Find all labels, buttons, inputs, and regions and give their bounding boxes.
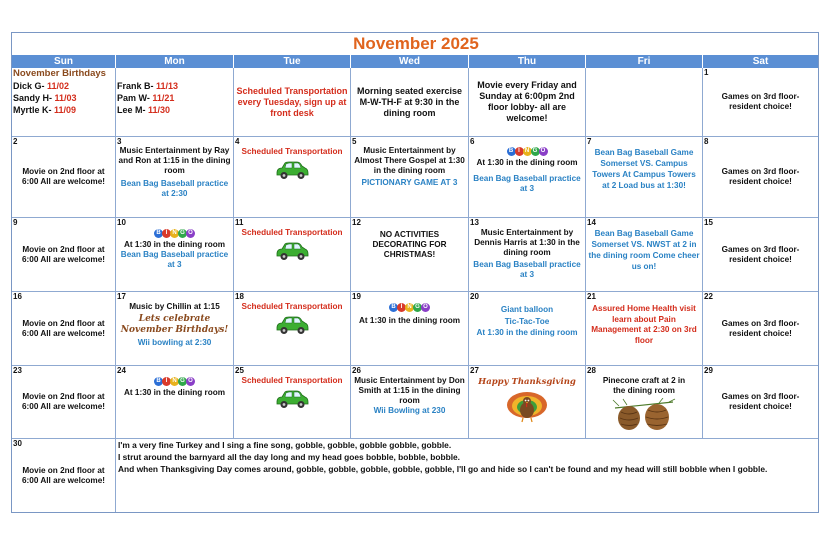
event-text: Movie on 2nd floor at 6:00 All are welcome! <box>22 318 105 338</box>
event-text: Games on 3rd floor- resident choice! <box>721 318 800 338</box>
event-text: Music Entertainment by Ray and Ron at 1:15 in the dining room <box>118 146 231 175</box>
event-text: Movie on 2nd floor at 6:00 All are welcome! <box>22 244 105 264</box>
day-number: 27 <box>470 366 479 375</box>
bingo-icon <box>118 377 231 386</box>
day-cell-20 <box>469 292 586 366</box>
event-text: NO ACTIVITIES DECORATING FOR CHRISTMAS! <box>372 230 447 259</box>
day-cell-empty-sun <box>12 68 116 137</box>
event-text: At 1:30 in the dining room <box>476 158 578 167</box>
day-cell-5 <box>351 137 469 218</box>
day-number: 15 <box>704 218 713 227</box>
event-text-secondary: Bean Bag Baseball practice at 3 <box>120 250 229 269</box>
day-cell-3 <box>116 137 234 218</box>
birthday-date: 11/30 <box>148 105 171 115</box>
poem-line: I strut around the barnyard all the day long and my head goes bobble, bobble, bobble. <box>118 452 461 462</box>
bingo-ball: N <box>170 229 179 238</box>
day-number: 14 <box>587 218 596 227</box>
bingo-ball: B <box>389 303 398 312</box>
day-cell-8 <box>703 137 818 218</box>
day-cell-21 <box>586 292 703 366</box>
day-cell-empty-thu <box>469 68 586 137</box>
bingo-ball: N <box>523 147 532 156</box>
weekday-tue: Tue <box>234 55 351 68</box>
day-number: 6 <box>470 137 475 146</box>
event-text: Assured Home Health visit learn about Pain Management at 2:30 on 3rd floor <box>591 304 697 345</box>
birthdays-list <box>117 80 178 116</box>
day-number: 5 <box>352 137 357 146</box>
day-cell-26 <box>351 366 469 439</box>
day-number: 13 <box>470 218 479 227</box>
poem-line: I'm a very fine Turkey and I sing a fine song, gobble, gobble, gobble gobble, gobble. <box>118 440 452 450</box>
weekday-sat: Sat <box>703 55 818 68</box>
day-number: 19 <box>352 292 361 301</box>
event-text: Bean Bag Baseball Game Somerset VS. Campus Towers At Campus Towers at 2 Load bus at 1:30! <box>592 148 696 190</box>
birthday-name: Frank B- <box>117 81 154 91</box>
day-cell-16 <box>12 292 116 366</box>
birthday-date: 11/02 <box>47 81 70 91</box>
day-number: 11 <box>235 218 244 227</box>
event-text: Music by Chillin at 1:15 <box>129 302 220 311</box>
day-cell-29 <box>703 366 818 439</box>
bingo-ball: G <box>178 377 187 386</box>
day-cell-6 <box>469 137 586 218</box>
event-text: Scheduled Transportation <box>241 147 343 156</box>
day-number: 24 <box>117 366 126 375</box>
bingo-icon <box>118 229 231 238</box>
bingo-icon <box>353 303 466 312</box>
birthday-name: Pam W- <box>117 93 150 103</box>
bingo-ball: N <box>405 303 414 312</box>
day-cell-empty-fri <box>586 68 703 137</box>
bingo-ball: I <box>162 229 171 238</box>
event-text-secondary: Wii Bowling at 230 <box>373 406 446 415</box>
day-cell-7 <box>586 137 703 218</box>
day-number: 4 <box>235 137 240 146</box>
bingo-ball: O <box>186 377 195 386</box>
event-text: Pinecone craft at 2 in the dining room <box>602 376 686 395</box>
birthday-celebration-text: Lets celebrate November Birthdays! <box>120 314 229 335</box>
car-icon <box>275 241 309 261</box>
day-cell-14 <box>586 218 703 292</box>
day-cell-22 <box>703 292 818 366</box>
turkey-icon <box>504 389 550 423</box>
day-number: 8 <box>704 137 709 146</box>
bingo-icon <box>471 147 583 156</box>
day-cell-empty-mon <box>116 68 234 137</box>
event-text: Games on 3rd floor- resident choice! <box>721 392 800 411</box>
day-cell-4 <box>234 137 351 218</box>
bingo-ball: O <box>539 147 548 156</box>
event-text: Music Entertainment by Don Smith at 1:15 in the dining room <box>354 376 465 405</box>
turkey-poem <box>117 439 816 475</box>
bingo-ball: I <box>397 303 406 312</box>
day-cell-10 <box>116 218 234 292</box>
birthday-date: 11/13 <box>156 81 179 91</box>
poem-line: And when Thanksgiving Day comes around, gobble, gobble, gobble, gobble, gobble, I'll go and hide so I can't be found and my head will still bobble when I gobble. <box>118 464 768 474</box>
weekday-wed: Wed <box>351 55 469 68</box>
calendar <box>11 32 819 513</box>
calendar-grid <box>12 55 818 512</box>
day-number: 7 <box>587 137 592 146</box>
day-cell-9 <box>12 218 116 292</box>
day-number: 26 <box>352 366 361 375</box>
car-icon <box>275 389 309 409</box>
day-cell-13 <box>469 218 586 292</box>
birthday-name: Myrtle K- <box>13 105 52 115</box>
event-text: At 1:30 in the dining room <box>124 240 225 249</box>
event-text-secondary: Wii bowling at 2:30 <box>137 338 212 347</box>
turkey-poem-cell <box>116 439 818 512</box>
day-number: 30 <box>13 439 22 448</box>
day-cell-17 <box>116 292 234 366</box>
day-number: 23 <box>13 366 22 375</box>
event-text: Giant balloon Tic-Tac-Toe <box>500 305 554 326</box>
event-text-secondary: At 1:30 in the dining room <box>476 328 578 337</box>
day-cell-1 <box>703 68 818 137</box>
day-number: 20 <box>470 292 479 301</box>
event-text-secondary: PICTIONARY GAME AT 3 <box>361 178 458 187</box>
day-cell-18 <box>234 292 351 366</box>
transport-note: Scheduled Transportation every Tuesday, sign up at front desk <box>236 85 348 118</box>
day-cell-25 <box>234 366 351 439</box>
birthday-name: Sandy H- <box>13 93 53 103</box>
event-text-secondary: Bean Bag Baseball practice at 2:30 <box>120 179 229 198</box>
day-number: 17 <box>117 292 126 301</box>
pinecone-icon <box>609 398 679 432</box>
day-number: 18 <box>235 292 244 301</box>
event-text: At 1:30 in the dining room <box>124 388 225 397</box>
bingo-ball: G <box>413 303 422 312</box>
weekday-thu: Thu <box>469 55 586 68</box>
day-number: 29 <box>704 366 713 375</box>
bingo-ball: N <box>170 377 179 386</box>
weekday-fri: Fri <box>586 55 703 68</box>
day-cell-23 <box>12 366 116 439</box>
bingo-ball: G <box>531 147 540 156</box>
bingo-ball: B <box>154 377 163 386</box>
day-cell-12 <box>351 218 469 292</box>
event-text: Scheduled Transportation <box>241 376 343 385</box>
day-number: 2 <box>13 137 18 146</box>
day-cell-24 <box>116 366 234 439</box>
day-number: 3 <box>117 137 122 146</box>
event-text: Movie on 2nd floor at 6:00 All are welcome! <box>22 167 105 186</box>
day-number: 16 <box>13 292 22 301</box>
day-cell-15 <box>703 218 818 292</box>
day-cell-empty-tue <box>234 68 351 137</box>
bingo-ball: I <box>162 377 171 386</box>
event-text: Games on 3rd floor- resident choice! <box>721 244 800 264</box>
birthdays-list <box>13 68 106 116</box>
day-number: 28 <box>587 366 596 375</box>
event-text: Scheduled Transportation <box>241 228 343 237</box>
thanksgiving-text: Happy Thanksgiving <box>478 377 576 387</box>
day-cell-2 <box>12 137 116 218</box>
event-text: Music Entertainment by Almost There Gospel at 1:30 in the dining room <box>354 146 465 175</box>
bingo-ball: O <box>421 303 430 312</box>
car-icon <box>275 160 309 180</box>
bingo-ball: B <box>154 229 163 238</box>
birthday-date: 11/03 <box>54 93 77 103</box>
day-cell-empty-wed <box>351 68 469 137</box>
exercise-note: Morning seated exercise M-W-TH-F at 9:30 in the dining room <box>356 85 463 118</box>
bingo-ball: I <box>515 147 524 156</box>
movie-note: Movie every Friday and Sunday at 6:00pm 2nd floor lobby- all are welcome! <box>477 80 577 123</box>
event-text: Movie on 2nd floor at 6:00 All are welcome! <box>22 465 105 485</box>
bingo-ball: G <box>178 229 187 238</box>
day-number: 25 <box>235 366 244 375</box>
day-cell-11 <box>234 218 351 292</box>
birthday-date: 11/09 <box>54 105 77 115</box>
car-icon <box>275 315 309 335</box>
bingo-ball: O <box>186 229 195 238</box>
birthday-date: 11/21 <box>152 93 175 103</box>
weekday-mon: Mon <box>116 55 234 68</box>
calendar-title: November 2025 <box>353 34 479 53</box>
event-text-secondary: Bean Bag Baseball practice at 3 <box>473 174 581 193</box>
event-text: Games on 3rd floor- resident choice! <box>721 92 800 111</box>
day-number: 1 <box>704 68 709 77</box>
day-number: 21 <box>587 292 596 301</box>
day-cell-27 <box>469 366 586 439</box>
event-text-secondary: Bean Bag Baseball practice at 3 <box>473 260 581 279</box>
bingo-ball: B <box>507 147 516 156</box>
day-number: 10 <box>117 218 126 227</box>
day-cell-19 <box>351 292 469 366</box>
event-text: At 1:30 in the dining room <box>359 316 460 325</box>
day-number: 9 <box>13 218 18 227</box>
event-text: Movie on 2nd floor at 6:00 All are welcome! <box>22 392 105 411</box>
day-number: 22 <box>704 292 713 301</box>
event-text: Music Entertainment by Dennis Harris at 1:30 in the dining room <box>474 228 580 257</box>
weekday-sun: Sun <box>12 55 116 68</box>
day-cell-28 <box>586 366 703 439</box>
birthdays-heading: November Birthdays <box>13 68 106 79</box>
birthday-name: Lee M- <box>117 105 146 115</box>
event-text: Bean Bag Baseball Game Somerset VS. NWST at 2 in the dining room Come cheer us on! <box>588 229 700 271</box>
day-cell-30 <box>12 439 116 512</box>
day-number: 12 <box>352 218 361 227</box>
birthday-name: Dick G- <box>13 81 45 91</box>
event-text: Scheduled Transportation <box>241 302 343 311</box>
event-text: Games on 3rd floor- resident choice! <box>721 167 800 186</box>
